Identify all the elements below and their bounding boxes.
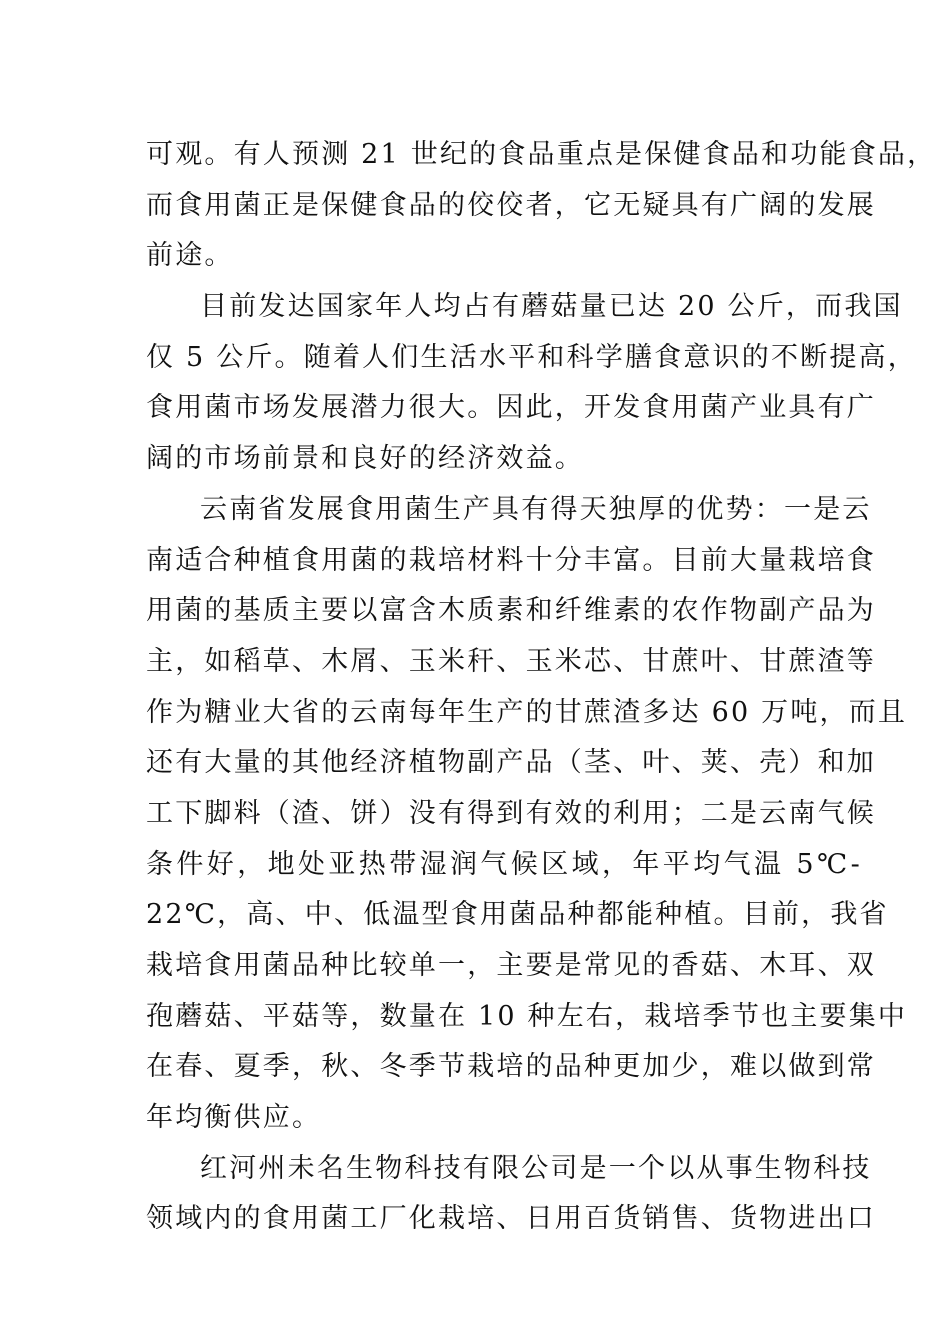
text-line: 南适合种植食用菌的栽培材料十分丰富。目前大量栽培食 (146, 544, 876, 576)
text-line: 年均衡供应。 (146, 1102, 322, 1134)
text-line: 用菌的基质主要以富含木质素和纤维素的农作物副产品为 (146, 595, 876, 627)
text-line: 阔的市场前景和良好的经济效益。 (146, 443, 584, 475)
text-line: 主，如稻草、木屑、玉米秆、玉米芯、甘蔗叶、甘蔗渣等 (146, 645, 876, 677)
paragraph-first-line: 目前发达国家年人均占有蘑菇量已达 20 公斤，而我国 (200, 291, 903, 323)
text-line: 工下脚料（渣、饼）没有得到有效的利用；二是云南气候 (146, 797, 876, 829)
text-line: 还有大量的其他经济植物副产品（茎、叶、荚、壳）和加 (146, 747, 876, 779)
paragraph-first-line: 红河州未名生物科技有限公司是一个以从事生物科技 (200, 1152, 872, 1184)
text-line: 条件好，地处亚热带湿润气候区域，年平均气温 5℃- (146, 848, 864, 880)
text-line: 前途。 (146, 240, 234, 272)
text-line: 食用菌市场发展潜力很大。因此，开发食用菌产业具有广 (146, 392, 876, 424)
text-line: 而食用菌正是保健食品的佼佼者，它无疑具有广阔的发展 (146, 189, 876, 221)
body-text (146, 130, 937, 1245)
text-line: 作为糖业大省的云南每年生产的甘蔗渣多达 60 万吨，而且 (146, 696, 908, 728)
text-line: 领域内的食用菌工厂化栽培、日用百货销售、货物进出口 (146, 1203, 876, 1235)
text-line: 可观。有人预测 21 世纪的食品重点是保健食品和功能食品， (146, 139, 937, 170)
text-line: 22℃，高、中、低温型食用菌品种都能种植。目前，我省 (146, 899, 889, 931)
paragraph-first-line: 云南省发展食用菌生产具有得天独厚的优势：一是云 (200, 493, 872, 525)
text-line: 仅 5 公斤。随着人们生活水平和科学膳食意识的不断提高， (146, 341, 917, 373)
text-line: 栽培食用菌品种比较单一，主要是常见的香菇、木耳、双 (146, 950, 876, 981)
text-line: 孢蘑菇、平菇等，数量在 10 种左右，栽培季节也主要集中 (146, 1000, 908, 1032)
text-line: 在春、夏季，秋、冬季节栽培的品种更加少，难以做到常 (146, 1051, 876, 1083)
